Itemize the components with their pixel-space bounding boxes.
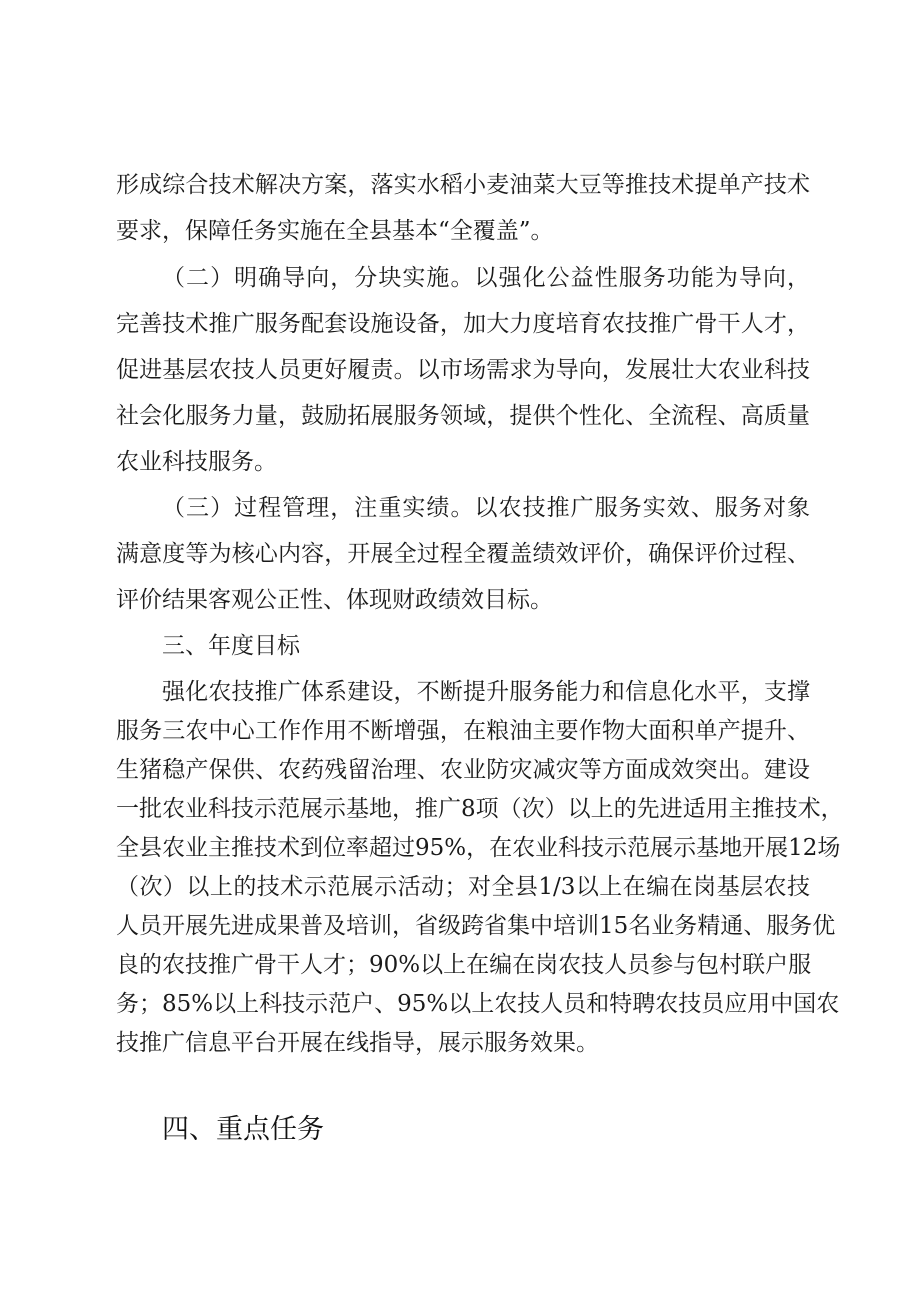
p3-line-9: 务；85%以上科技示范户、95%以上农技人员和特聘农技员应用中国农 bbox=[116, 991, 840, 1017]
p0-line-1: 形成综合技术解决方案，落实水稻小麦油菜大豆等推技术提单产技术 bbox=[116, 172, 810, 198]
p3-line-1: 强化农技推广体系建设，不断提升服务能力和信息化水平，支撑 bbox=[162, 679, 810, 705]
p1-line-5: 农业科技服务。 bbox=[116, 449, 277, 475]
p2-line-2: 满意度等为核心内容，开展全过程全覆盖绩效评价，确保评价过程、 bbox=[116, 541, 810, 567]
p2-line-3: 评价结果客观公正性、体现财政绩效目标。 bbox=[116, 587, 553, 613]
p2-line-1: （三）过程管理，注重实绩。以农技推广服务实效、服务对象 bbox=[162, 495, 810, 521]
p1-line-2: 完善技术推广服务配套设施设备，加大力度培育农技推广骨干人才， bbox=[116, 311, 810, 337]
p3-line-6: （次）以上的技术示范展示活动；对全县1/3以上在编在岗基层农技 bbox=[116, 874, 810, 900]
p3-line-10: 技推广信息平台开展在线指导，展示服务效果。 bbox=[116, 1030, 599, 1056]
p1-line-3: 促进基层农技人员更好履责。以市场需求为导向，发展壮大农业科技 bbox=[116, 357, 810, 383]
section-heading-4: 四、重点任务 bbox=[162, 1114, 324, 1145]
p1-line-1: （二）明确导向，分块实施。以强化公益性服务功能为导向， bbox=[162, 265, 810, 291]
p3-line-2: 服务三农中心工作作用不断增强，在粮油主要作物大面积单产提升、 bbox=[116, 718, 810, 744]
p1-line-4: 社会化服务力量，鼓励拓展服务领域，提供个性化、全流程、高质量 bbox=[116, 403, 810, 429]
section-heading-3: 三、年度目标 bbox=[162, 633, 300, 659]
p0-line-2: 要求，保障任务实施在全县基本“全覆盖”。 bbox=[116, 218, 554, 244]
p3-line-3: 生猪稳产保供、农药残留治理、农业防灾减灾等方面成效突出。建设 bbox=[116, 757, 810, 783]
p3-line-4: 一批农业科技示范展示基地，推广8项（次）以上的先进适用主推技术， bbox=[116, 796, 844, 822]
p3-line-5: 全县农业主推技术到位率超过95%，在农业科技示范展示基地开展12场 bbox=[116, 835, 841, 861]
p3-line-7: 人员开展先进成果普及培训，省级跨省集中培训15名业务精通、服务优 bbox=[116, 913, 836, 939]
p3-line-8: 良的农技推广骨干人才；90%以上在编在岗农技人员参与包村联户服 bbox=[116, 952, 812, 978]
